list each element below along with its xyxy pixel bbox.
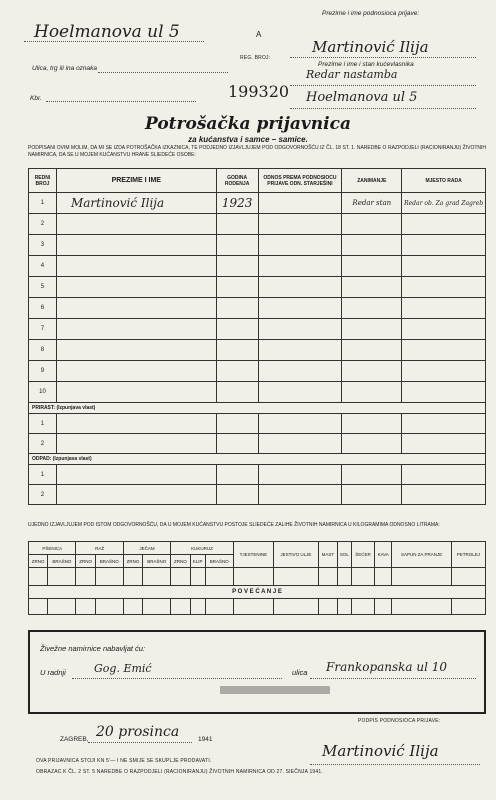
supply-group: PETROLEJ bbox=[451, 542, 485, 568]
street-underline bbox=[24, 41, 204, 42]
stamp bbox=[220, 686, 330, 694]
declaration-text: PODPISANI OVIM MOLIM, DA MI SE IZDA POTROŠAČKA IZKAZNICA, TE PODJEDNO IZJAVLJUJEM POD ODGOVORNOŠĆU IZ ČL. 18 ST. 1. NAREDBE O RAZPODJELI (RACIONIRANJU) ŽIVOTNIH NAMIRNICA, DA SE U MOJEM KUĆANSTVU HRANE SLIEDEĆE OSOBE: bbox=[28, 145, 486, 158]
purchase-box bbox=[28, 630, 486, 714]
street-label-line bbox=[98, 72, 228, 73]
col-header-place: MJESTO RADA bbox=[402, 169, 486, 193]
purchase-intro: Živežne namirnice nabavljat ću: bbox=[40, 644, 146, 653]
shop-line bbox=[72, 678, 282, 679]
shop-label: U radnji bbox=[40, 668, 66, 677]
supply-sub: BRAŠNO bbox=[205, 555, 233, 568]
signature-line bbox=[310, 764, 480, 765]
increase-value-row bbox=[29, 599, 486, 615]
form-title: Potrošačka prijavnica bbox=[145, 114, 351, 134]
table-row bbox=[29, 434, 486, 454]
supply-group: MAST bbox=[318, 542, 337, 568]
supply-sub: ZRNO bbox=[171, 555, 190, 568]
row-number: 8 bbox=[29, 340, 57, 361]
supply-group: JESTIVO ULJE bbox=[273, 542, 318, 568]
supply-group: RAŽ bbox=[76, 542, 123, 555]
applicant-name: Martinović Ilija bbox=[312, 38, 429, 56]
table-row bbox=[29, 361, 486, 382]
supply-group: ŠEĆER bbox=[351, 542, 374, 568]
table-row bbox=[29, 277, 486, 298]
supply-group: PŠENICA bbox=[29, 542, 76, 555]
street-label: Ulica, trg ili ina oznaka bbox=[32, 65, 98, 72]
household-table bbox=[28, 168, 486, 505]
applicant-label: Prezime i ime podnosioca prijave: bbox=[322, 10, 420, 17]
date-line bbox=[88, 742, 192, 743]
row-number: 7 bbox=[29, 319, 57, 340]
street-line bbox=[310, 678, 476, 679]
row-number: 9 bbox=[29, 361, 57, 382]
supply-group: SAPUN ZA PRANJE bbox=[392, 542, 451, 568]
col-header-job: ZANIMANJE bbox=[342, 169, 402, 193]
signature: Martinović Ilija bbox=[322, 742, 439, 760]
table-row bbox=[29, 214, 486, 235]
signature-label: PODPIS PODNOSIOCA PRIJAVE: bbox=[358, 718, 441, 724]
applicant-line bbox=[290, 57, 476, 58]
table-row bbox=[29, 382, 486, 403]
prirast-header-row bbox=[29, 403, 486, 414]
owner-line1: Redar nastamba bbox=[306, 68, 398, 81]
supply-sub: BRAŠNO bbox=[143, 555, 171, 568]
col-header-redni: REDNI BROJ bbox=[29, 169, 57, 193]
row-number: 1 bbox=[29, 465, 57, 485]
supplies-table bbox=[28, 541, 486, 615]
supply-group: JEČAM bbox=[123, 542, 170, 555]
table-row bbox=[29, 340, 486, 361]
row-number: 4 bbox=[29, 256, 57, 277]
supply-sub: ZRNO bbox=[29, 555, 48, 568]
street-label-2: ulica bbox=[292, 668, 308, 677]
odpad-label: ODPAD: (Izpunjava vlast) bbox=[29, 454, 486, 465]
supplies-statement: UJEDNO IZJAVLJUJEM POD ISTOM ODGOVORNOŠĆU, DA U MOJEM KUĆANSTVU POSTOJE SLIEDEĆE ZALIHE ŽIVOTNIH NAMIRNICA U KILOGRAMIMA ODNOSNO LITRAMA: bbox=[28, 522, 440, 528]
table-row bbox=[29, 485, 486, 505]
row-number: 3 bbox=[29, 235, 57, 256]
table-row bbox=[29, 414, 486, 434]
table-row bbox=[29, 465, 486, 485]
date-handwritten: 20 prosinca bbox=[96, 724, 180, 740]
supply-group: SOL bbox=[337, 542, 351, 568]
number-line bbox=[46, 101, 196, 102]
owner-line2-rule bbox=[290, 108, 476, 109]
row-number: 1 bbox=[29, 193, 57, 214]
owner-label: Prezime i ime i stan kućevlasnika bbox=[318, 61, 414, 68]
row-number: 6 bbox=[29, 298, 57, 319]
row-job: Redar stan bbox=[342, 193, 402, 214]
table-row bbox=[29, 193, 486, 214]
table-row bbox=[29, 256, 486, 277]
row-number: 10 bbox=[29, 382, 57, 403]
city-label: ZAGREB, bbox=[60, 736, 89, 743]
supplies-value-row bbox=[29, 568, 486, 586]
odpad-header-row bbox=[29, 454, 486, 465]
footer-note-2: OBRAZAC K ČL. 2 ST. 5 NAREDBE O RAZPODJELI (RACIONIRANJU) ŽIVOTNIH NAMIRNICA OD 27. SIEČNJA 1941. bbox=[36, 769, 323, 775]
increase-label: P O V E Ć A N J E bbox=[29, 586, 486, 599]
street-handwritten: Hoelmanova ul 5 bbox=[34, 22, 180, 42]
supply-sub: BRAŠNO bbox=[95, 555, 123, 568]
supply-group: TJESTENINE bbox=[233, 542, 273, 568]
table-row bbox=[29, 298, 486, 319]
row-number: 5 bbox=[29, 277, 57, 298]
supplies-group-row bbox=[29, 542, 486, 555]
col-header-relation: ODNOS PREMA PODNOSIOCU PRIJAVE ODN. STARJEŠINI bbox=[258, 169, 342, 193]
reg-label: REG. BROJ: bbox=[240, 55, 271, 61]
number-label: Kbr. bbox=[30, 95, 42, 102]
increase-header-row bbox=[29, 586, 486, 599]
row-year: 1923 bbox=[216, 193, 258, 214]
reg-number: 199320 bbox=[228, 82, 290, 101]
row-place: Redar ob. Za grad Zagreb bbox=[402, 193, 486, 214]
street-value: Frankopanska ul 10 bbox=[326, 660, 448, 674]
footer-note-1: OVA PRIJAVNICA STOJI KN 5'— I NE SMIJE SE SKUPLJE PRODAVATI. bbox=[36, 758, 212, 764]
row-number: 1 bbox=[29, 414, 57, 434]
supply-sub: KLIP bbox=[190, 555, 205, 568]
supply-group: KAVA bbox=[375, 542, 392, 568]
row-number: 2 bbox=[29, 214, 57, 235]
row-name: Martinović Ilija bbox=[56, 193, 216, 214]
reg-letter: A bbox=[256, 30, 262, 39]
row-number: 2 bbox=[29, 485, 57, 505]
table-row bbox=[29, 319, 486, 340]
owner-line1-rule bbox=[290, 85, 476, 86]
row-relation bbox=[258, 193, 342, 214]
col-header-name: PREZIME I IME bbox=[56, 169, 216, 193]
table-header-row bbox=[29, 169, 486, 193]
table-row bbox=[29, 235, 486, 256]
supply-sub: ZRNO bbox=[123, 555, 142, 568]
supply-group: KUKURUZ bbox=[171, 542, 234, 555]
year-label: 1941 bbox=[198, 736, 213, 743]
row-number: 2 bbox=[29, 434, 57, 454]
supply-sub: ZRNO bbox=[76, 555, 95, 568]
shop-value: Gog. Emić bbox=[94, 662, 152, 675]
form-subtitle: za kućanstva i samce – samice. bbox=[188, 135, 308, 144]
supply-sub: BRAŠNO bbox=[48, 555, 76, 568]
owner-line2: Hoelmanova ul 5 bbox=[306, 90, 418, 105]
prirast-label: PRIRAST: (Izpunjava vlast) bbox=[29, 403, 486, 414]
col-header-year: GODINA RODENJA bbox=[216, 169, 258, 193]
